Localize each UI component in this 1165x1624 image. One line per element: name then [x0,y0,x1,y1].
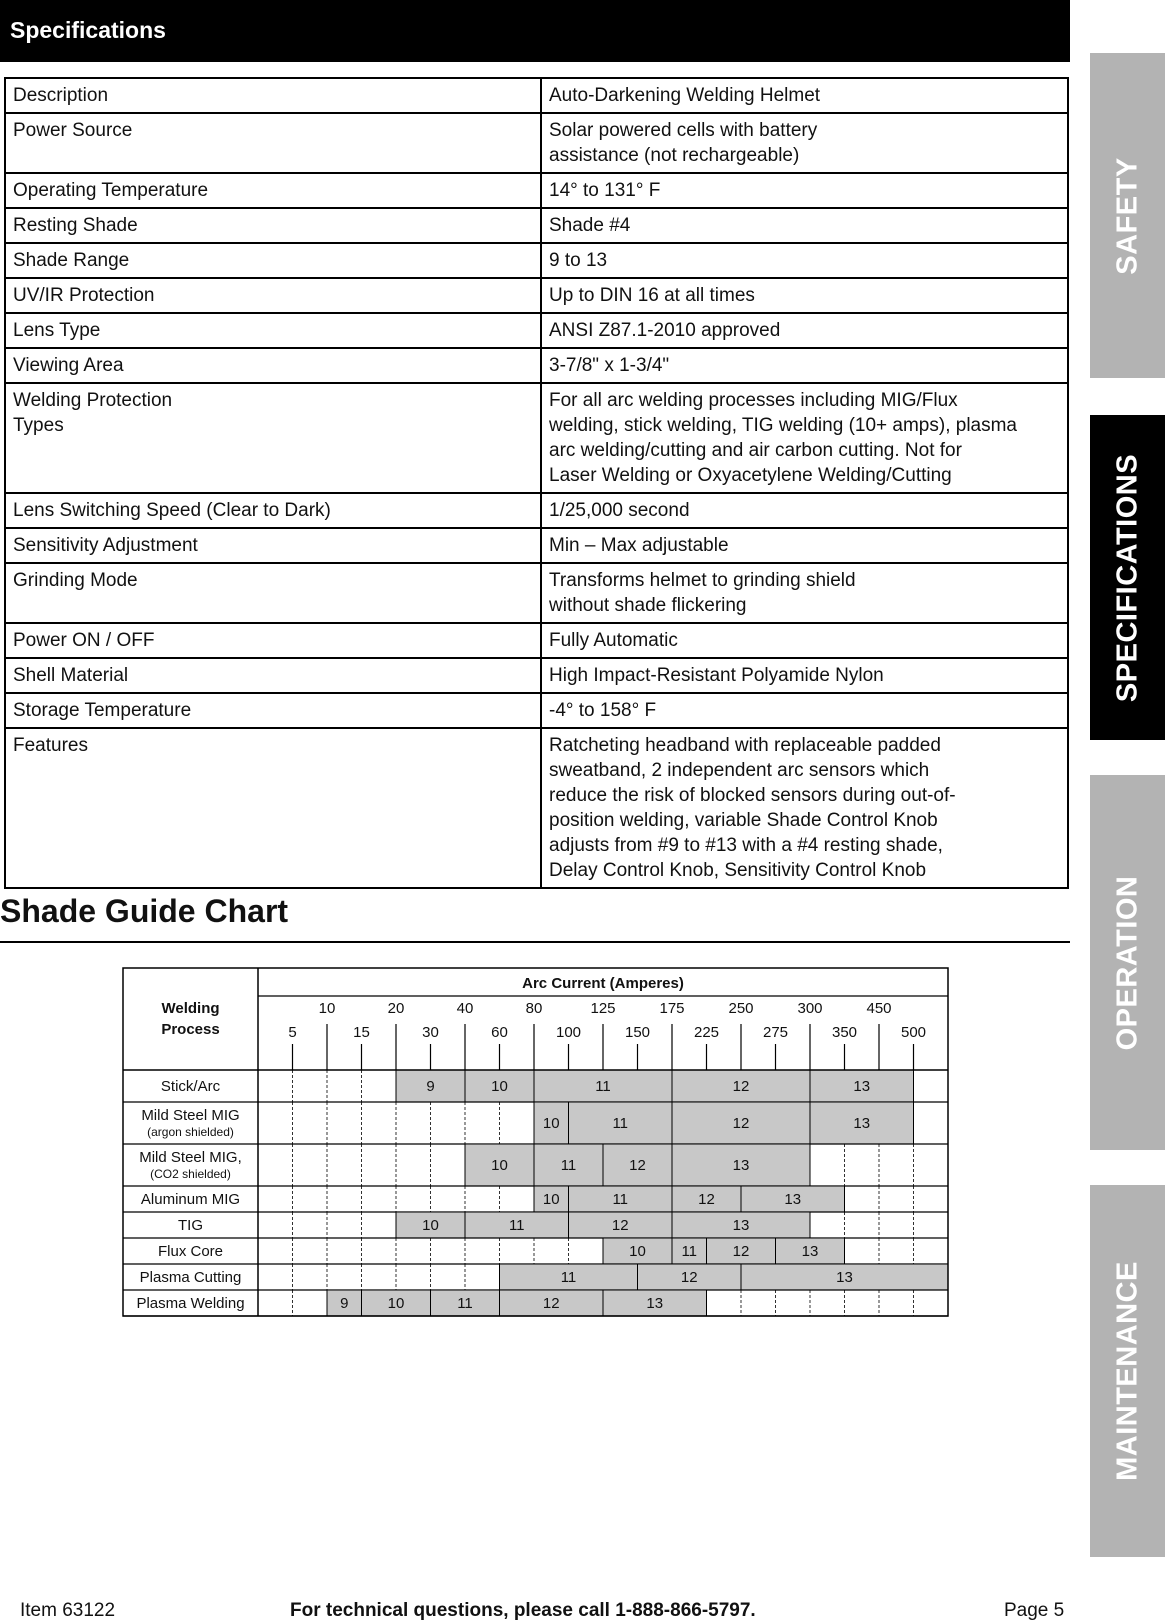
shade-label: 13 [732,1157,750,1174]
spec-value: Fully Automatic [541,623,1068,658]
footer-page-number: Page 5 [1004,1600,1065,1621]
spec-label: Power Source [5,113,541,173]
spec-label: Lens Switching Speed (Clear to Dark) [5,493,541,528]
spec-label: Features [5,728,541,888]
tab-label: OPERATION [1111,875,1143,1050]
footer-item-number: Item 63122 [20,1600,116,1621]
tab-label: SAFETY [1111,156,1143,275]
process-label: Stick/Arc [160,1078,221,1095]
process-label: TIG [178,1217,203,1234]
tick-label-lower: 150 [624,1024,651,1041]
shade-label: 12 [542,1295,560,1312]
shade-label: 12 [611,1217,629,1234]
shade-label: 11 [681,1243,698,1260]
shade-label: 10 [387,1295,405,1312]
spec-value: 3-7/8" x 1-3/4" [541,348,1068,383]
process-label: Flux Core [157,1243,224,1260]
tab-specifications[interactable] [1090,415,1165,740]
shade-label: 10 [422,1217,439,1234]
tick-label-lower: 500 [900,1024,927,1041]
shade-label: 12 [732,1078,750,1095]
shade-label: 12 [680,1269,698,1286]
spec-value: ANSI Z87.1-2010 approved [541,313,1068,348]
spec-label: Lens Type [5,313,541,348]
spec-label: Resting Shade [5,208,541,243]
shade-label: 13 [836,1269,853,1286]
shade-label: 11 [457,1295,473,1312]
tick-label-upper: 10 [318,1000,336,1017]
shade-label: 10 [542,1115,560,1132]
tick-label-lower: 15 [353,1024,370,1041]
tick-label-lower: 350 [831,1024,858,1041]
spec-value: High Impact-Resistant Polyamide Nylon [541,658,1068,693]
process-label: Plasma Cutting [139,1269,242,1286]
spec-value: 14° to 131° F [541,173,1068,208]
spec-value: -4° to 158° F [541,693,1068,728]
spec-label: Description [5,78,541,113]
shade-label: 13 [784,1191,802,1208]
tick-label-upper: 40 [456,1000,474,1017]
tick-label-upper: 125 [590,1000,616,1017]
tick-label-lower: 225 [693,1024,720,1041]
chart-title: Arc Current (Amperes) [522,975,684,992]
shade-label: 11 [612,1191,629,1208]
shade-label: 11 [560,1269,577,1286]
spec-value: Ratcheting headband with replaceable padded sweatband, 2 independent arc sensors which reduce the risk of blocked sensors during out-of- position welding, variable Shade Control Knob adjusts from #9 to #13 with a #4 resting shade, Delay Control Knob, Sensitivity Control Knob [541,728,1068,888]
shade-label: 12 [698,1191,715,1208]
spec-label: Grinding Mode [5,563,541,623]
spec-value: Shade #4 [541,208,1068,243]
shade-label: 13 [853,1115,871,1132]
tick-label-lower: 100 [555,1024,582,1041]
shade-label: 11 [595,1078,611,1095]
tick-label-upper: 450 [866,1000,892,1017]
tick-label-upper: 300 [797,1000,823,1017]
spec-label: Sensitivity Adjustment [5,528,541,563]
process-sublabel: (argon shielded) [147,1125,234,1139]
spec-label: UV/IR Protection [5,278,541,313]
tick-label-upper: 250 [728,1000,754,1017]
shade-label: 13 [853,1078,871,1095]
tick-label-lower: 275 [762,1024,789,1041]
shade-label: 11 [508,1217,525,1234]
spec-value: Min – Max adjustable [541,528,1068,563]
shade-label: 9 [340,1295,349,1312]
shade-label: 10 [491,1078,508,1095]
tab-maintenance[interactable] [1090,1185,1165,1557]
tick-label-upper: 80 [525,1000,543,1017]
spec-label: Operating Temperature [5,173,541,208]
shade-label: 11 [612,1115,629,1132]
process-label: Mild Steel MIG [141,1107,240,1124]
row-header-label: Welding [161,1000,220,1017]
spec-value: Solar powered cells with battery assistance (not rechargeable) [541,113,1068,173]
shade-label: 13 [801,1243,819,1260]
tick-label-upper: 175 [659,1000,685,1017]
tick-label-lower: 5 [288,1024,297,1041]
spec-label: Power ON / OFF [5,623,541,658]
tick-label-lower: 30 [422,1024,439,1041]
shade-label: 11 [560,1157,577,1174]
spec-value: Auto-Darkening Welding Helmet [541,78,1068,113]
spec-label: Shade Range [5,243,541,278]
tab-label: MAINTENANCE [1111,1261,1143,1481]
process-label: Mild Steel MIG, [139,1149,242,1166]
shade-label: 13 [646,1295,664,1312]
spec-value: For all arc welding processes including MIG/Flux welding, stick welding, TIG welding (10+ amps), plasma arc welding/cutting and air carbon cutting. Not for Laser Welding or Oxyacetylene Welding/Cutting [541,383,1068,493]
spec-label: Viewing Area [5,348,541,383]
spec-value: 9 to 13 [541,243,1068,278]
spec-label: Shell Material [5,658,541,693]
process-label: Plasma Welding [136,1295,245,1312]
page-title: Specifications [10,17,166,43]
spec-label: Storage Temperature [5,693,541,728]
tick-label-lower: 60 [491,1024,508,1041]
spec-label: Welding Protection Types [5,383,541,493]
shade-label: 10 [542,1191,560,1208]
footer-help-text: For technical questions, please call 1-888-866-5797. [290,1600,756,1621]
shade-label: 9 [426,1078,435,1095]
spec-value: 1/25,000 second [541,493,1068,528]
shade-label: 10 [629,1243,646,1260]
shade-guide-title: Shade Guide Chart [0,893,289,929]
row-header-label: Process [161,1021,220,1038]
process-label: Aluminum MIG [140,1191,241,1208]
tab-label: SPECIFICATIONS [1111,453,1143,702]
shade-label: 13 [732,1217,750,1234]
shade-label: 12 [732,1115,750,1132]
tab-safety[interactable] [1090,53,1165,378]
shade-label: 10 [491,1157,508,1174]
shade-label: 12 [732,1243,750,1260]
tab-operation[interactable] [1090,775,1165,1150]
tick-label-upper: 20 [387,1000,405,1017]
spec-value: Up to DIN 16 at all times [541,278,1068,313]
spec-value: Transforms helmet to grinding shield without shade flickering [541,563,1068,623]
process-sublabel: (CO2 shielded) [150,1167,231,1181]
shade-label: 12 [629,1157,646,1174]
